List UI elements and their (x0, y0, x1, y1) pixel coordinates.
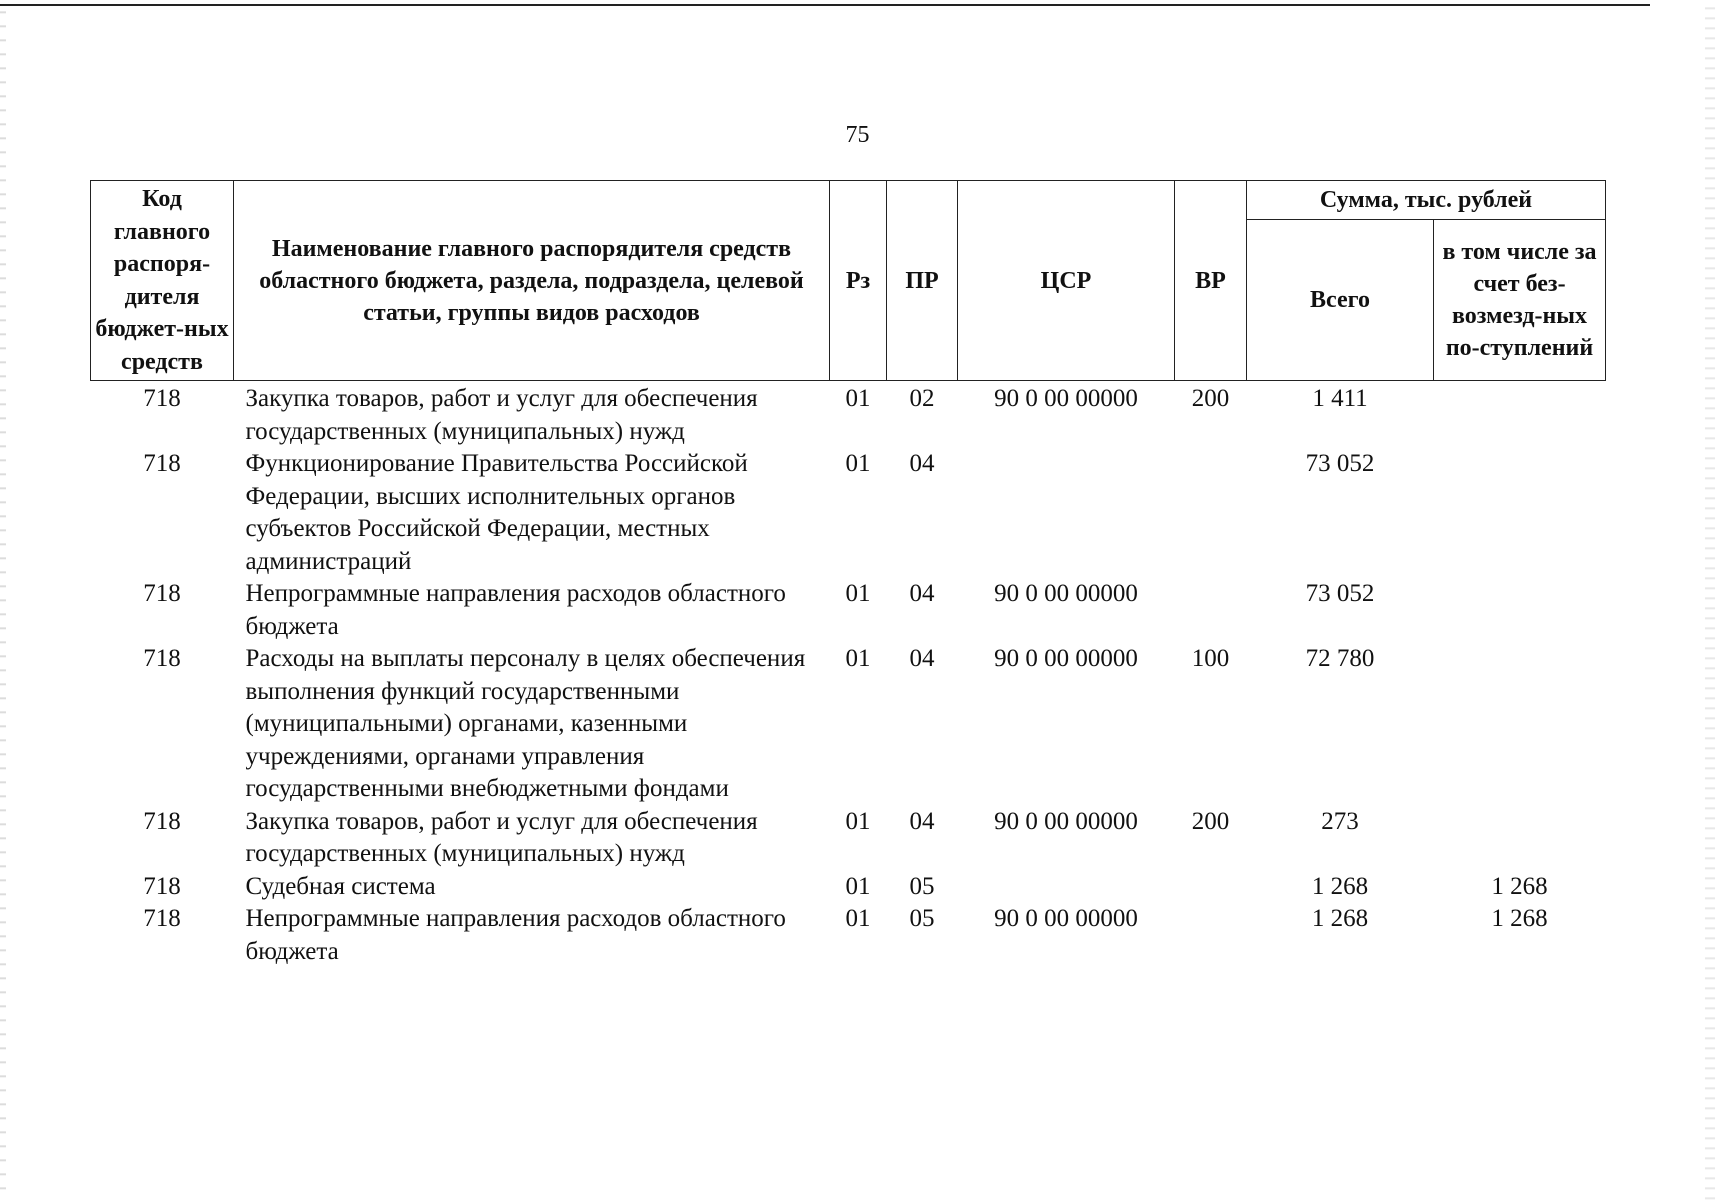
cell-name: Непрограммные направления расходов областного бюджета (245, 580, 786, 640)
cell-vr (1175, 903, 1247, 968)
table-row (91, 806, 1606, 871)
cell-code: 718 (143, 645, 181, 672)
cell-total: 73 052 (1305, 580, 1375, 607)
scan-edge-right (1705, 0, 1715, 1200)
cell-free (1434, 381, 1606, 449)
header-pr: ПР (887, 181, 958, 381)
cell-name: Закупка товаров, работ и услуг для обеспечения государственных (муниципальных) нужд (245, 807, 758, 867)
cell-csr: 90 0 00 00000 (994, 385, 1138, 412)
cell-csr: 90 0 00 00000 (994, 580, 1138, 607)
cell-pr: 05 (909, 872, 935, 900)
table-row (91, 578, 1606, 643)
cell-code: 718 (143, 385, 181, 412)
cell-total: 1 268 (1311, 872, 1369, 900)
cell-total: 1 411 (1312, 385, 1368, 412)
cell-total: 1 268 (1311, 905, 1369, 932)
cell-rz: 01 (845, 580, 871, 607)
cell-rz: 01 (845, 385, 871, 412)
cell-pr: 04 (909, 645, 935, 672)
cell-vr: 200 (1191, 807, 1230, 835)
page-top-rule (0, 4, 1650, 6)
cell-code: 718 (143, 807, 181, 835)
cell-free: 1 268 (1491, 905, 1548, 932)
header-total: Всего (1247, 220, 1434, 381)
cell-rz: 01 (845, 807, 871, 835)
cell-csr (958, 871, 1175, 904)
header-name: Наименование главного распорядителя средств областного бюджета, раздела, подраздела, целевой статьи, группы видов расходов (234, 181, 830, 381)
page-number (0, 122, 1715, 149)
cell-pr: 05 (909, 905, 935, 932)
cell-name: Закупка товаров, работ и услуг для обеспечения государственных (муниципальных) нужд (245, 385, 758, 445)
table-header (91, 181, 1606, 381)
cell-name: Расходы на выплаты персоналу в целях обеспечения выполнения функций государственными (муниципальными) органами, казенными учреждениями, органами управления государственными внебюджетными фондами (245, 645, 806, 802)
header-free: в том числе за счет без-возмезд-ных по-ступлений (1434, 220, 1606, 381)
header-rz: Рз (830, 181, 887, 381)
cell-vr (1175, 448, 1247, 578)
cell-total: 273 (1321, 807, 1359, 835)
table-row (91, 871, 1606, 904)
cell-csr (958, 448, 1175, 578)
cell-rz: 01 (845, 450, 871, 477)
cell-vr (1175, 578, 1247, 643)
cell-rz: 01 (845, 645, 871, 672)
table-row (91, 448, 1606, 578)
cell-pr: 04 (909, 807, 935, 835)
cell-pr: 04 (909, 580, 935, 607)
page-number-text: 75 (845, 122, 870, 148)
table-body (91, 381, 1606, 969)
header-csr: ЦСР (958, 181, 1175, 381)
cell-code: 718 (143, 450, 181, 477)
table-row (91, 381, 1606, 449)
cell-rz: 01 (845, 905, 871, 932)
cell-pr: 04 (909, 450, 935, 477)
cell-name: Судебная система (245, 872, 436, 900)
table-row (91, 903, 1606, 968)
cell-free (1434, 448, 1606, 578)
cell-code: 718 (143, 872, 181, 900)
cell-code: 718 (143, 905, 181, 932)
budget-table (90, 180, 1606, 968)
cell-vr: 200 (1191, 385, 1230, 412)
cell-csr: 90 0 00 00000 (994, 807, 1138, 835)
cell-csr: 90 0 00 00000 (994, 645, 1138, 672)
cell-total: 72 780 (1305, 645, 1375, 672)
cell-pr: 02 (909, 385, 935, 412)
cell-total: 73 052 (1305, 450, 1375, 477)
cell-name: Функционирование Правительства Российской Федерации, высших исполнительных органов субъектов Российской Федерации, местных администраций (245, 450, 748, 575)
header-vr: ВР (1175, 181, 1247, 381)
cell-free (1434, 578, 1606, 643)
cell-free: 1 268 (1491, 872, 1548, 900)
header-code: Код главного распоря-дителя бюджет-ных средств (91, 181, 234, 381)
scan-edge-left (0, 0, 6, 1200)
cell-free (1434, 806, 1606, 871)
table-row (91, 643, 1606, 806)
cell-csr: 90 0 00 00000 (994, 905, 1138, 932)
cell-vr: 100 (1191, 645, 1230, 672)
header-sum: Сумма, тыс. рублей (1247, 181, 1606, 220)
cell-free (1434, 643, 1606, 806)
cell-code: 718 (143, 580, 181, 607)
cell-rz: 01 (845, 872, 871, 900)
cell-name: Непрограммные направления расходов областного бюджета (245, 905, 786, 965)
cell-vr (1175, 871, 1247, 904)
